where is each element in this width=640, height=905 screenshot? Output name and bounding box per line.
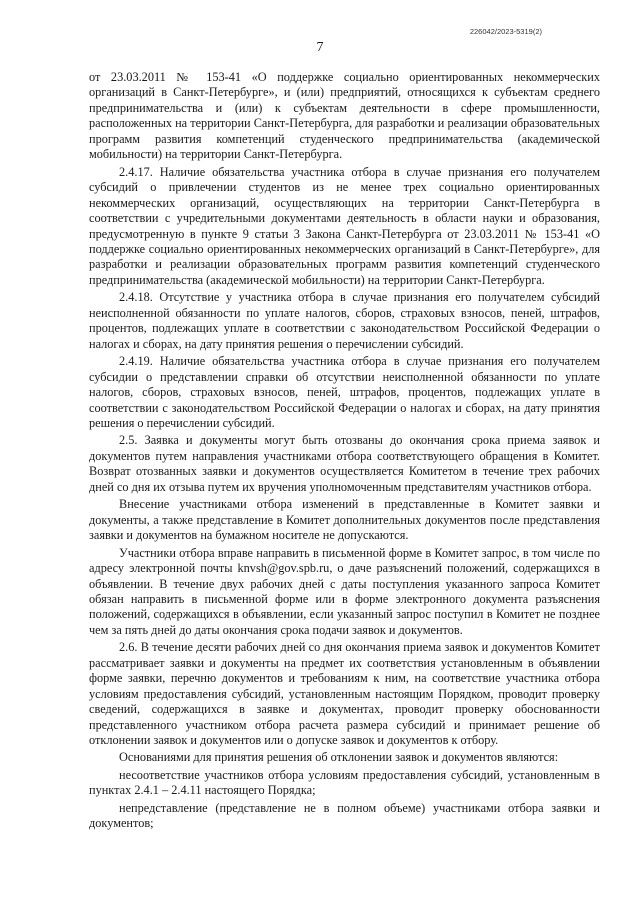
paragraph: несоответствие участников отбора условиям предоставления субсидий, установленным в пунктах 2.4.1 – 2.4.11 настоящего Порядка; — [89, 767, 600, 798]
paragraph: Основаниями для принятия решения об отклонении заявок и документов являются: — [119, 750, 559, 765]
paragraph: 2.4.19. Наличие обязательства участника отбора в случае признания его получателем субсидии о представлении справки об отсутствии неисполненной обязанности по уплате налогов, сборов, страховых взносов, пеней, штрафов, процентов, подлежащих уплате в соответствии с законодательством Российской Федерации о налогах и сборах, на дату принятия решения о перечислении субсидий. — [89, 354, 600, 430]
page-number: 7 — [316, 40, 324, 55]
document-body — [89, 70, 600, 834]
paragraph: 2.4.18. Отсутствие у участника отбора в случае признания его получателем субсидий неисполненной обязанности по уплате налогов, сборов, страховых взносов, пеней, штрафов, процентов, подлежащих уплате в соответствии с законодательством Российской Федерации о налогах и сборах, на дату принятия решения о перечислении субсидий. — [89, 290, 600, 351]
document-id: 226042/2023-5319(2) — [469, 27, 542, 36]
paragraph: непредставление (представление не в полном объеме) участниками отбора заявки и документов; — [89, 800, 600, 831]
paragraph: 2.5. Заявка и документы могут быть отозваны до окончания срока приема заявок и документов путем направления участниками отбора соответствующего обращения в Комитет. Возврат отозванных заявки и документов осуществляется Комитетом в течение трех рабочих дней со дня их отзыва путем их вручения уполномоченным представителям участников отбора. — [89, 433, 600, 494]
paragraph: 2.4.17. Наличие обязательства участника отбора в случае признания его получателем субсидий о привлечении студентов из не менее трех социально ориентированных некоммерческих организаций, осуществляющих на территории Санкт-Петербурга в соответствии с учредительными документами деятельность в области науки и образования, предусмотренную в пункте 9 статьи 3 Закона Санкт-Петербурга от 23.03.2011 № 153-41 «О поддержке социально ориентированных некоммерческих организаций в Санкт-Петербурге», для разработки и реализации образовательных программ развития компетенций студенческого предпринимательства (академической мобильности) на территории Санкт-Петербурга. — [89, 164, 600, 287]
paragraph: Внесение участниками отбора изменений в представленные в Комитет заявки и документы, а также представление в Комитет дополнительных документов после представления заявки и документов на бумажном носителе не допускаются. — [89, 497, 600, 543]
paragraph: от 23.03.2011 № 153-41 «О поддержке социально ориентированных некоммерческих организаций в Санкт-Петербурге», и (или) предприятий, относящихся к субъектам среднего предпринимательства и (или) к субъектам деятельности в сфере промышленности, расположенных на территории Санкт-Петербурга, для разработки и реализации образовательных программ развития компетенций студенческого предпринимательства (академической мобильности) на территории Санкт-Петербурга. — [89, 70, 600, 162]
paragraph: Участники отбора вправе направить в письменной форме в Комитет запрос, в том числе по адресу электронной почты knvsh@gov.spb.ru, о даче разъяснений положений, содержащихся в объявлении. В течение двух рабочих дней с даты поступления указанного запроса Комитет обязан направить в письменной форме или в форме электронного документа разъяснения положений, содержащихся в объявлении, если указанный запрос поступил в Комитет не позднее чем за пять дней до даты окончания срока подачи заявок и документов. — [89, 545, 600, 637]
paragraph: 2.6. В течение десяти рабочих дней со дня окончания приема заявок и документов Комитет рассматривает заявки и документы на предмет их соответствия установленным в объявлении форме заявки, перечню документов и требованиям к ним, на соответствие участника отбора условиям предоставления субсидий, установленным настоящим Порядком, проводит проверку сведений, содержащихся в заявке и документах, проводит проверку обоснованности представленного участником отбора расчета размера субсидий и принимает решение об отклонении заявок и документов или о допуске заявок и документов к отбору. — [89, 640, 600, 748]
